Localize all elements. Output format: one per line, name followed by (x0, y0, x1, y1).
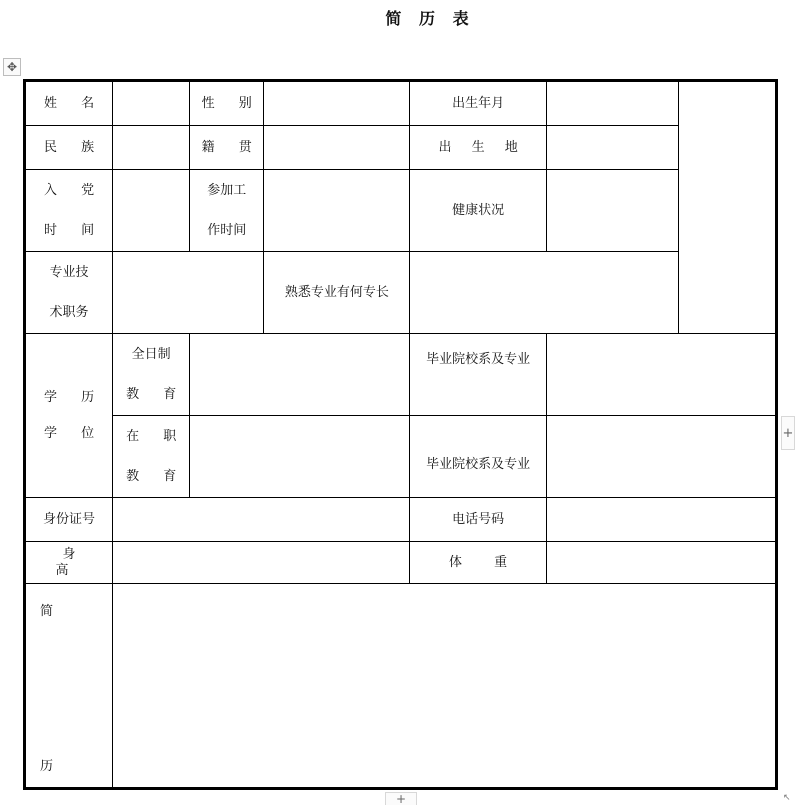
work-join-label-line1: 参加工 (207, 182, 247, 198)
table-row (25, 170, 777, 252)
birth-input[interactable] (546, 81, 678, 126)
weight-label: 体 重 (449, 554, 522, 570)
specialty-input[interactable] (410, 252, 678, 334)
graduated-school-label-1-cell (410, 334, 546, 416)
ethnicity-label-cell (25, 126, 113, 170)
add-row-icon[interactable]: + (385, 792, 417, 805)
birthplace-label-cell (410, 126, 546, 170)
fulltime-label-line2: 教 育 (126, 386, 187, 402)
name-input[interactable] (113, 81, 190, 126)
fulltime-label-cell (113, 334, 190, 416)
table-move-icon[interactable]: ✥ (3, 58, 21, 76)
name-label-cell (25, 81, 113, 126)
fulltime-label-line1: 全日制 (131, 346, 171, 362)
graduated-school-input-1[interactable] (546, 334, 776, 416)
inservice-education-input[interactable] (190, 416, 410, 498)
health-input[interactable] (546, 170, 678, 252)
table-row (25, 498, 777, 542)
page-title: 简 历 表 (385, 9, 475, 28)
table-row (25, 126, 777, 170)
weight-label-cell (410, 542, 546, 584)
title-label-cell (25, 252, 113, 334)
id-number-input[interactable] (113, 498, 410, 542)
birthplace-label: 出 生 地 (438, 139, 526, 155)
title-label-line1: 专业技 (49, 264, 89, 280)
id-number-label-cell (25, 498, 113, 542)
graduated-school-label-1: 毕业院校系及专业 (426, 352, 531, 367)
resume-label-cell (25, 584, 113, 789)
phone-label-cell (410, 498, 546, 542)
graduated-school-input-2[interactable] (546, 416, 776, 498)
birth-label: 出生年月 (452, 95, 505, 111)
phone-label: 电话号码 (452, 511, 505, 527)
gender-label-cell (190, 81, 264, 126)
specialty-label: 熟悉专业有何专长 (284, 284, 389, 300)
gender-label: 性 别 (201, 95, 262, 111)
id-number-label: 身份证号 (43, 511, 96, 527)
work-join-input[interactable] (264, 170, 410, 252)
degree-label-line1: 学 历 (43, 389, 105, 405)
table-row (25, 81, 777, 126)
graduated-school-label-2-cell (410, 416, 546, 498)
table-row (25, 252, 777, 334)
resume-label-top: 简 (40, 604, 54, 619)
party-join-input[interactable] (113, 170, 190, 252)
name-label: 姓 名 (43, 95, 105, 111)
ethnicity-label: 民 族 (43, 139, 105, 155)
add-column-icon[interactable]: + (781, 416, 795, 450)
birthplace-input[interactable] (546, 126, 678, 170)
native-place-label: 籍 贯 (201, 139, 262, 155)
health-label: 健康状况 (452, 202, 505, 218)
fulltime-education-input[interactable] (190, 334, 410, 416)
weight-input[interactable] (546, 542, 776, 584)
title-label-line2: 术职务 (49, 304, 89, 320)
gender-input[interactable] (264, 81, 410, 126)
table-row (25, 334, 777, 416)
native-place-input[interactable] (264, 126, 410, 170)
height-label: 身 高 (55, 546, 90, 578)
degree-label-line2: 学 位 (43, 425, 105, 441)
party-join-label-cell (25, 170, 113, 252)
height-label-cell (25, 542, 113, 584)
native-place-label-cell (190, 126, 264, 170)
resize-handle-icon[interactable]: ↖ (783, 793, 791, 803)
inservice-label-cell (113, 416, 190, 498)
work-join-label-line2: 作时间 (207, 222, 247, 238)
title-input[interactable] (113, 252, 264, 334)
table-row (25, 584, 777, 789)
resume-label-bottom: 历 (40, 759, 54, 775)
table-row (25, 416, 777, 498)
phone-input[interactable] (546, 498, 776, 542)
table-row (25, 542, 777, 584)
height-input[interactable] (113, 542, 410, 584)
specialty-label-cell (264, 252, 410, 334)
party-join-label-line1: 入 党 (43, 182, 105, 198)
degree-label-cell (25, 334, 113, 498)
party-join-label-line2: 时 间 (43, 222, 105, 238)
inservice-label-line2: 教 育 (126, 468, 187, 484)
health-label-cell (410, 170, 546, 252)
photo-area[interactable] (678, 81, 776, 334)
resume-table (23, 79, 778, 790)
inservice-label-line1: 在 职 (126, 428, 187, 444)
resume-content-area[interactable] (113, 584, 777, 789)
graduated-school-label-2: 毕业院校系及专业 (426, 457, 531, 473)
ethnicity-input[interactable] (113, 126, 190, 170)
work-join-label-cell (190, 170, 264, 252)
birth-label-cell (410, 81, 546, 126)
